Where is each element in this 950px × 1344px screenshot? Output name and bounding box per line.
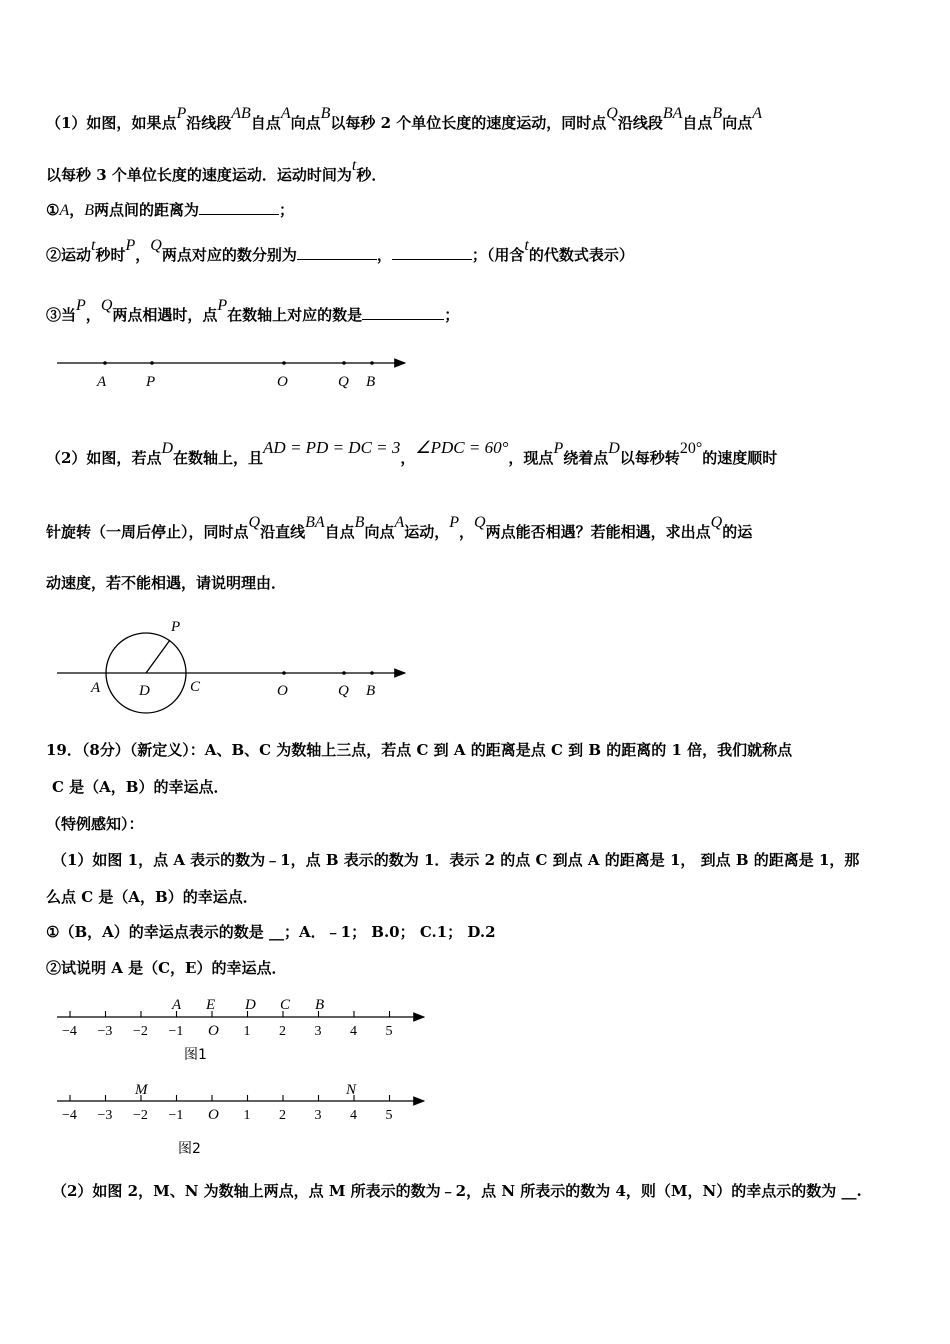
point-o-dot bbox=[282, 361, 286, 365]
point-b-dot bbox=[370, 361, 374, 365]
q19-line2: C 是（A，B）的幸运点． bbox=[52, 778, 229, 796]
tick-label: 3 bbox=[314, 1108, 322, 1123]
tick-label: 1 bbox=[243, 1108, 251, 1123]
label-b: B bbox=[366, 374, 376, 390]
point-q-dot bbox=[342, 361, 346, 365]
q19-line7: ②试说明 A 是（C，E）的幸运点． bbox=[46, 959, 287, 977]
point-a-dot bbox=[103, 361, 107, 365]
q18-sub3: ③当P，Q两点相遇时，点P在数轴上对应的数是 ； bbox=[46, 297, 460, 324]
label-c: C bbox=[190, 679, 201, 695]
circle-figure bbox=[57, 619, 405, 713]
point-b-dot bbox=[370, 671, 374, 675]
label-d: D bbox=[139, 683, 150, 699]
point-o-dot bbox=[282, 671, 286, 675]
tick-label: 5 bbox=[385, 1024, 393, 1039]
tick-label: 3 bbox=[314, 1024, 322, 1039]
q18-part2-line2: 针旋转（一周后停止），同时点Q沿直线BA自点B向点A运动，P，Q两点能否相遇？若能相遇，求出点Q的运 bbox=[46, 514, 753, 541]
label-o: O bbox=[277, 683, 288, 699]
point-n-label: N bbox=[346, 1082, 357, 1098]
tick-label: −3 bbox=[97, 1108, 113, 1123]
figure-1-caption: 图1 bbox=[184, 1047, 207, 1063]
tick-label: −2 bbox=[133, 1024, 148, 1039]
number-line-figure-1 bbox=[57, 997, 424, 1063]
point-a-label: A bbox=[172, 997, 182, 1013]
label-a: A bbox=[97, 374, 107, 390]
segment-dp bbox=[146, 640, 170, 673]
q18-sub2: ②运动t秒时P，Q两点对应的数分别为 ， ；（用含t的代数式表示） bbox=[46, 237, 634, 264]
tick-label: 4 bbox=[350, 1108, 357, 1123]
tick-label: O bbox=[208, 1023, 219, 1039]
label-a: A bbox=[91, 680, 101, 696]
point-p-dot bbox=[150, 361, 154, 365]
q19-line1: 19．（8分）（新定义）：A、B、C 为数轴上三点，若点 C 到 A 的距离是点 C 到 B 的距离的 1 倍，我们就称点 bbox=[46, 741, 793, 759]
tick-label: 1 bbox=[243, 1024, 251, 1039]
point-m-label: M bbox=[135, 1082, 148, 1098]
point-d-label: D bbox=[245, 997, 256, 1013]
point-q-dot bbox=[342, 671, 346, 675]
figure-2-caption: 图2 bbox=[178, 1141, 201, 1157]
point-b-label: B bbox=[315, 997, 325, 1013]
tick-label: O bbox=[208, 1107, 219, 1123]
tick-label: −1 bbox=[168, 1108, 184, 1123]
q19-line8: （2）如图 2，M、N 为数轴上两点，点 M 所表示的数为﹣2，点 N 所表示的数为 4，则（M，N）的幸点示的数为 __. bbox=[52, 1182, 862, 1200]
tick-label: −2 bbox=[133, 1108, 148, 1123]
tick-label: 2 bbox=[279, 1024, 286, 1039]
q19-line3: （特例感知）： bbox=[46, 815, 144, 833]
tick-label: −1 bbox=[168, 1024, 184, 1039]
label-b: B bbox=[366, 683, 376, 699]
label-q: Q bbox=[338, 374, 349, 390]
label-p: P bbox=[146, 374, 156, 390]
label-q: Q bbox=[338, 683, 349, 699]
tick-label: −4 bbox=[62, 1024, 77, 1039]
tick-label: −3 bbox=[97, 1024, 113, 1039]
q18-part1-line2: 以每秒 3 个单位长度的速度运动．运动时间为t秒． bbox=[46, 157, 387, 184]
q18-part1-line1: （1）如图，如果点P沿线段AB自点A向点B以每秒 2 个单位长度的速度运动，同时点Q沿线段BA自点B向点A bbox=[46, 105, 762, 132]
number-line-fig1 bbox=[57, 361, 405, 390]
label-o: O bbox=[277, 374, 288, 390]
q18-part2-line3: 动速度，若不能相遇，请说明理由． bbox=[46, 574, 287, 592]
number-line-figure-2 bbox=[57, 1082, 424, 1157]
tick-label: 5 bbox=[385, 1108, 393, 1123]
q18-part2-line1: （2）如图，若点D在数轴上，且AD = PD = DC = 3，∠PDC = 60°，现点P绕着点D以每秒转20°的速度顺时 bbox=[46, 438, 778, 467]
point-c-label: C bbox=[280, 997, 291, 1013]
q19-line4: （1）如图 1，点 A 表示的数为﹣1，点 B 表示的数为 1．表示 2 的点 C 到点 A 的距离是 1， 到点 B 的距离是 1，那 bbox=[52, 851, 860, 869]
tick-label: 2 bbox=[279, 1108, 286, 1123]
q19-line5: 么点 C 是（A，B）的幸运点． bbox=[46, 888, 258, 906]
point-e-label: E bbox=[206, 997, 216, 1013]
label-p: P bbox=[171, 619, 181, 635]
q19-line6: ①（B，A）的幸运点表示的数是 __；A．﹣1； B.0； C.1； D.2 bbox=[46, 923, 496, 941]
tick-label: −4 bbox=[62, 1108, 77, 1123]
q18-sub1: ①A，B两点间的距离为 ； bbox=[46, 201, 295, 219]
tick-label: 4 bbox=[350, 1024, 357, 1039]
